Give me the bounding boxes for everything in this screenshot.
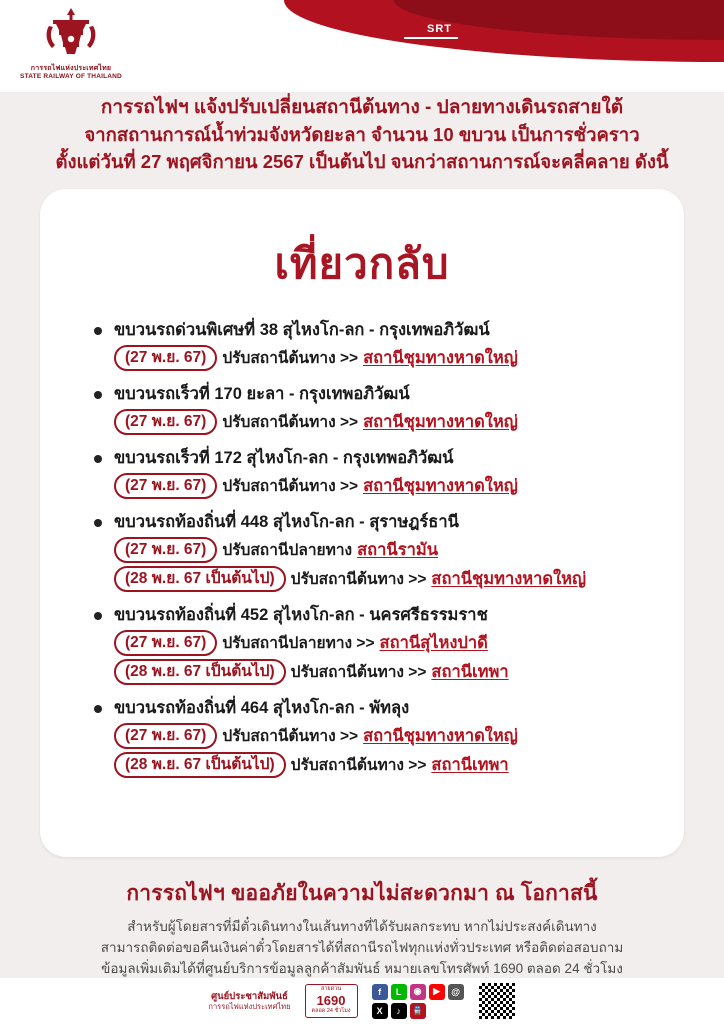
train-title: ขบวนรถด่วนพิเศษที่ 38 สุไหงโก-ลก - กรุงเทพอภิวัฒน์ xyxy=(92,319,648,342)
change-action-label: ปรับสถานีต้นทาง >> xyxy=(222,413,359,431)
change-action-label: ปรับสถานีต้นทาง >> xyxy=(290,756,427,774)
date-badge: (27 พ.ย. 67) xyxy=(114,473,217,499)
station-name: สถานีชุมทางหาดใหญ่ xyxy=(431,569,587,588)
station-name: สถานีชุมทางหาดใหญ่ xyxy=(363,348,518,367)
announcement-card xyxy=(40,189,684,857)
station-name: สถานีชุมทางหาดใหญ่ xyxy=(363,476,518,495)
station-name: สถานีเทพา xyxy=(431,662,509,681)
train-change-row xyxy=(92,537,648,563)
date-badge: (28 พ.ย. 67 เป็นต้นไป) xyxy=(114,566,286,592)
date-badge: (27 พ.ย. 67) xyxy=(114,630,217,656)
srt-emblem-icon xyxy=(39,6,103,62)
train-change-row xyxy=(92,630,648,656)
station-name: สถานีรามัน xyxy=(357,540,438,559)
bottom-contact-strip xyxy=(0,978,724,1024)
card-title: เที่ยวกลับ xyxy=(274,240,450,287)
list-item xyxy=(92,383,648,435)
station-name: สถานีสุไหงปาดี xyxy=(379,633,488,652)
header-block xyxy=(0,92,724,175)
footer-note-line-1: สำหรับผู้โดยสารที่มีตั๋วเดินทางในเส้นทางที่ได้รับผลกระทบ หากไม่ประสงค์เดินทาง xyxy=(127,919,597,934)
list-item xyxy=(92,604,648,685)
change-action-label: ปรับสถานีต้นทาง >> xyxy=(222,727,359,745)
train-change-row xyxy=(92,752,648,778)
line-icon[interactable]: L xyxy=(391,984,407,1000)
srt-banner-underline xyxy=(404,37,458,39)
pr-center-label xyxy=(208,991,290,1012)
x-twitter-icon[interactable]: X xyxy=(372,1003,388,1019)
qr-code[interactable] xyxy=(478,982,516,1020)
train-change-row xyxy=(92,659,648,685)
list-item xyxy=(92,511,648,592)
hotline-number: 1690 xyxy=(316,993,346,1008)
train-title: ขบวนรถเร็วที่ 170 ยะลา - กรุงเทพอภิวัฒน์ xyxy=(92,383,648,406)
list-item xyxy=(92,697,648,778)
train-change-row xyxy=(92,345,648,371)
train-change-row xyxy=(92,723,648,749)
change-action-label: ปรับสถานีปลายทาง >> xyxy=(222,634,375,652)
train-change-row xyxy=(92,409,648,435)
top-banner xyxy=(0,0,724,92)
train-change-row xyxy=(92,473,648,499)
facebook-icon[interactable]: f xyxy=(372,984,388,1000)
footer-note-line-2: สามารถติดต่อขอคืนเงินค่าตั๋วโดยสารได้ที่สถานีรถไฟทุกแห่งทั่วประเทศ หรือติดต่อสอบถาม xyxy=(100,940,624,955)
station-name: สถานีชุมทางหาดใหญ่ xyxy=(363,726,518,745)
hotline-sub-label: ตลอด 24 ชั่วโมง xyxy=(311,1008,351,1014)
date-badge: (28 พ.ย. 67 เป็นต้นไป) xyxy=(114,659,286,685)
list-item xyxy=(92,447,648,499)
change-action-label: ปรับสถานีต้นทาง >> xyxy=(290,570,427,588)
pr-center-line-1: ศูนย์ประชาสัมพันธ์ xyxy=(211,990,288,1002)
hotline-small-label: สายด่วน xyxy=(320,986,342,992)
header-line-1: การรถไฟฯ แจ้งปรับเปลี่ยนสถานีต้นทาง - ปลายทางเดินรถสายใต้ xyxy=(100,97,624,118)
station-name: สถานีชุมทางหาดใหญ่ xyxy=(363,412,518,431)
date-badge: (27 พ.ย. 67) xyxy=(114,537,217,563)
pr-center-line-2: การรถไฟแห่งประเทศไทย xyxy=(208,1001,291,1011)
change-action-label: ปรับสถานีต้นทาง >> xyxy=(222,349,359,367)
train-list xyxy=(66,319,658,778)
train-title: ขบวนรถท้องถิ่นที่ 452 สุไหงโก-ลก - นครศรีธรรมราช xyxy=(92,604,648,627)
train-title: ขบวนรถท้องถิ่นที่ 464 สุไหงโก-ลก - พัทลุง xyxy=(92,697,648,720)
change-action-label: ปรับสถานีต้นทาง >> xyxy=(290,663,427,681)
date-badge: (28 พ.ย. 67 เป็นต้นไป) xyxy=(114,752,286,778)
website-icon[interactable]: @ xyxy=(448,984,464,1000)
header-line-3: ตั้งแต่วันที่ 27 พฤศจิกายน 2567 เป็นต้นไป จนกว่าสถานการณ์จะคลี่คลาย ดังนี้ xyxy=(55,151,669,172)
hotline-badge xyxy=(305,984,358,1018)
apology-text: การรถไฟฯ ขออภัยในความไม่สะดวกมา ณ โอกาสนี้ xyxy=(126,882,598,905)
instagram-icon[interactable]: ◉ xyxy=(410,984,426,1000)
srt-logo xyxy=(16,6,126,90)
date-badge: (27 พ.ย. 67) xyxy=(114,409,217,435)
change-action-label: ปรับสถานีต้นทาง >> xyxy=(222,477,359,495)
change-action-label: ปรับสถานีปลายทาง xyxy=(222,541,353,559)
logo-text-english: STATE RAILWAY OF THAILAND xyxy=(20,73,122,80)
train-app-icon[interactable]: 🚆 xyxy=(410,1003,426,1019)
train-title: ขบวนรถเร็วที่ 172 สุไหงโก-ลก - กรุงเทพอภิวัฒน์ xyxy=(92,447,648,470)
train-change-row xyxy=(92,566,648,592)
footer-note-line-3: ข้อมูลเพิ่มเติมได้ที่ศูนย์บริการข้อมูลลูกค้าสัมพันธ์ หมายเลขโทรศัพท์ 1690 ตลอด 24 ชั่วโมง xyxy=(101,961,623,976)
youtube-icon[interactable]: ▶ xyxy=(429,984,445,1000)
date-badge: (27 พ.ย. 67) xyxy=(114,345,217,371)
list-item xyxy=(92,319,648,371)
station-name: สถานีเทพา xyxy=(431,755,509,774)
social-icons xyxy=(372,984,464,1019)
date-badge: (27 พ.ย. 67) xyxy=(114,723,217,749)
train-title: ขบวนรถท้องถิ่นที่ 448 สุไหงโก-ลก - สุราษฎร์ธานี xyxy=(92,511,648,534)
header-line-2: จากสถานการณ์น้ำท่วมจังหวัดยะลา จำนวน 10 ขบวน เป็นการชั่วคราว xyxy=(84,124,640,145)
tiktok-icon[interactable]: ♪ xyxy=(391,1003,407,1019)
srt-banner-label: SRT xyxy=(427,23,452,35)
logo-text-thai: การรถไฟแห่งประเทศไทย xyxy=(30,65,112,72)
footer-note xyxy=(0,916,724,979)
